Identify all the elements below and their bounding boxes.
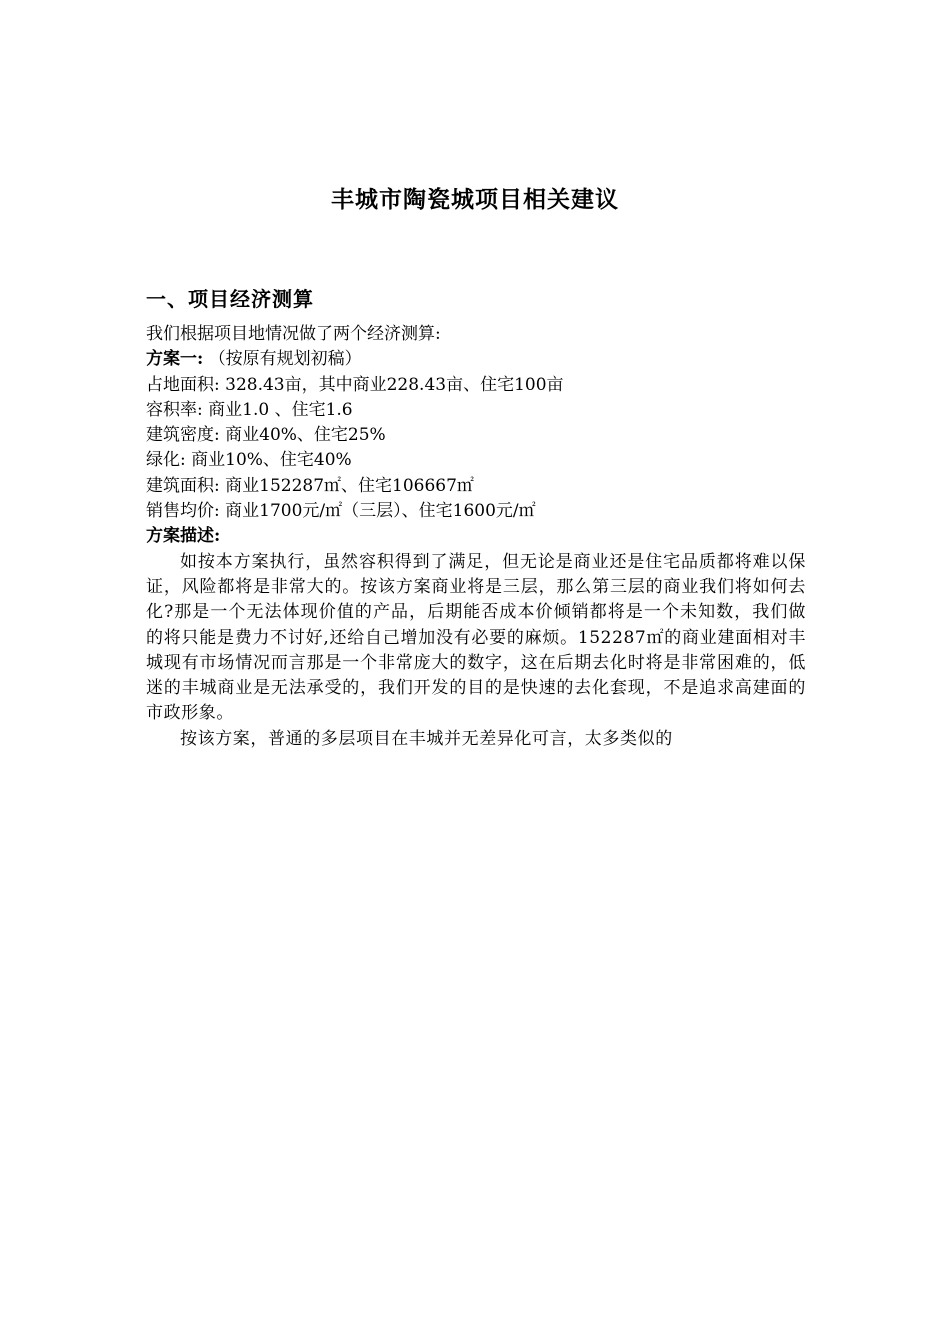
floor-area-line: 建筑面积: 商业152287㎡、住宅106667㎡ [146,475,474,496]
plan1-label: 方案一: [146,349,204,370]
description-paragraph-2: 按该方案，普通的多层项目在丰城并无差异化可言，太多类似的 [180,728,673,749]
description-paragraph-1: 如按本方案执行，虽然容积得到了满足，但无论是商业还是住宅品质都将难以保证，风险都将是非常大的。按该方案商业将是三层，那么第三层的商业我们将如何去化?那是一个无法体现价值的产品，后期能否成本价倾销都将是一个未知数，我们做的将只能是费力不讨好,还给自己增加没有必要的麻烦。152287㎡的商业建面相对丰城现有市场情况而言那是一个非常庞大的数字，这在后期去化时将是非常困难的，低迷的丰城商业是无法承受的，我们开发的目的是快速的去化套现，不是追求高建面的市政形象。 [146,551,806,724]
section-content [146,322,806,752]
section-heading: 一、项目经济测算 [146,287,314,311]
greening-line: 绿化: 商业10%、住宅40% [146,450,352,471]
plan1-line [146,347,806,372]
plan1-note: （按原有规划初稿） [208,349,362,370]
intro-text: 我们根据项目地情况做了两个经济测算: [146,324,441,344]
plot-ratio-line: 容积率: 商业1.0 、住宅1.6 [146,399,353,420]
avg-price-line: 销售均价: 商业1700元/㎡（三层）、住宅1600元/㎡ [146,501,536,522]
description-label: 方案描述: [146,526,221,547]
land-area-line: 占地面积: 328.43亩，其中商业228.43亩、住宅100亩 [146,374,564,395]
document-title: 丰城市陶瓷城项目相关建议 [331,186,619,213]
building-density-line: 建筑密度: 商业40%、住宅25% [146,425,386,446]
